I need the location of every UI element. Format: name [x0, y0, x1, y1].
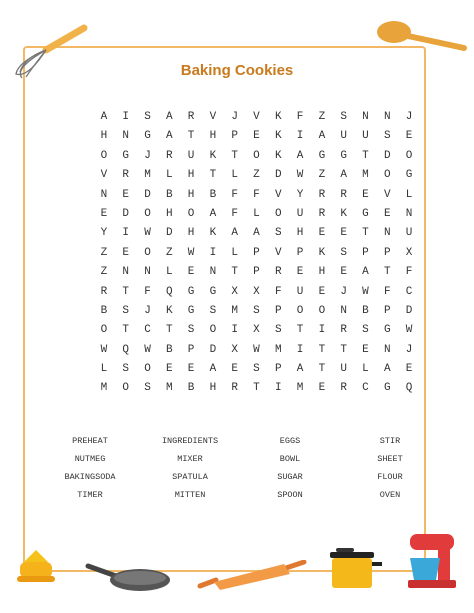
- letter-grid: [93, 108, 420, 399]
- grid-cell[interactable]: W: [362, 285, 369, 298]
- grid-cell[interactable]: P: [253, 246, 260, 259]
- grid-cell[interactable]: G: [187, 304, 195, 317]
- grid-cell[interactable]: M: [296, 382, 304, 395]
- grid-cell[interactable]: T: [253, 382, 260, 395]
- grid-cell[interactable]: V: [253, 111, 260, 123]
- grid-row: [93, 166, 420, 185]
- grid-cell[interactable]: O: [144, 246, 151, 259]
- grid-cell[interactable]: K: [209, 149, 217, 162]
- grid-cell[interactable]: O: [100, 149, 108, 162]
- grid-cell[interactable]: I: [122, 227, 129, 240]
- grid-cell[interactable]: O: [274, 207, 282, 220]
- grid-cell[interactable]: I: [274, 382, 282, 395]
- grid-cell[interactable]: M: [165, 382, 173, 395]
- grid-cell[interactable]: L: [231, 246, 238, 259]
- grid-cell[interactable]: T: [362, 149, 369, 162]
- juicer-icon: [14, 548, 58, 588]
- grid-cell[interactable]: G: [144, 130, 151, 143]
- grid-cell[interactable]: T: [296, 324, 304, 337]
- grid-cell[interactable]: O: [318, 304, 326, 317]
- grid-cell[interactable]: X: [405, 246, 413, 259]
- grid-cell[interactable]: L: [253, 207, 260, 220]
- grid-cell[interactable]: E: [405, 130, 413, 143]
- grid-cell[interactable]: S: [383, 130, 391, 143]
- grid-cell[interactable]: A: [296, 363, 304, 376]
- grid-row: [93, 205, 420, 224]
- grid-cell[interactable]: V: [100, 169, 108, 182]
- word-list-item: OVEN: [379, 490, 401, 500]
- page-title: Baking Cookies: [180, 62, 294, 79]
- grid-cell[interactable]: U: [296, 285, 304, 298]
- grid-cell[interactable]: E: [340, 266, 347, 279]
- grid-cell[interactable]: E: [383, 207, 391, 220]
- grid-cell[interactable]: E: [253, 130, 260, 143]
- grid-row: [93, 186, 420, 205]
- grid-cell[interactable]: F: [253, 188, 260, 201]
- grid-cell[interactable]: F: [405, 266, 413, 279]
- grid-cell[interactable]: F: [231, 188, 238, 201]
- grid-cell[interactable]: N: [100, 188, 108, 201]
- grid-cell[interactable]: L: [231, 169, 238, 182]
- grid-cell[interactable]: R: [100, 285, 108, 298]
- grid-cell[interactable]: T: [122, 324, 129, 337]
- grid-cell[interactable]: Q: [405, 382, 413, 395]
- grid-row: [93, 147, 420, 166]
- grid-cell[interactable]: E: [100, 207, 108, 220]
- grid-cell[interactable]: U: [362, 130, 369, 143]
- word-list: [40, 436, 440, 500]
- frying-pan-icon: [84, 558, 174, 594]
- grid-cell[interactable]: O: [144, 207, 151, 220]
- grid-cell[interactable]: E: [122, 188, 129, 201]
- grid-cell[interactable]: F: [296, 111, 304, 123]
- grid-cell[interactable]: T: [187, 130, 195, 143]
- grid-cell[interactable]: J: [144, 304, 151, 317]
- grid-cell[interactable]: I: [209, 246, 217, 259]
- grid-cell[interactable]: N: [340, 304, 347, 317]
- grid-cell[interactable]: G: [383, 382, 391, 395]
- grid-cell[interactable]: W: [144, 343, 151, 356]
- grid-cell[interactable]: A: [231, 227, 238, 240]
- grid-cell[interactable]: C: [362, 382, 369, 395]
- grid-cell[interactable]: U: [340, 363, 347, 376]
- grid-cell[interactable]: R: [340, 382, 347, 395]
- grid-cell[interactable]: Z: [165, 246, 173, 259]
- grid-cell[interactable]: I: [318, 324, 326, 337]
- grid-cell[interactable]: T: [165, 324, 173, 337]
- grid-cell[interactable]: S: [144, 382, 151, 395]
- grid-cell[interactable]: S: [340, 246, 347, 259]
- grid-cell[interactable]: K: [318, 246, 326, 259]
- grid-cell[interactable]: E: [122, 246, 129, 259]
- grid-row: [93, 224, 420, 243]
- grid-cell[interactable]: P: [187, 343, 195, 356]
- grid-cell[interactable]: O: [100, 324, 108, 337]
- word-list-item: NUTMEG: [74, 454, 106, 464]
- grid-cell[interactable]: B: [165, 343, 173, 356]
- word-list-item: BOWL: [279, 454, 301, 464]
- grid-cell[interactable]: T: [362, 227, 369, 240]
- word-list-item: SPATULA: [172, 472, 208, 482]
- word-list-item: FLOUR: [377, 472, 403, 482]
- grid-row: [93, 379, 420, 398]
- grid-cell[interactable]: C: [144, 324, 151, 337]
- grid-cell[interactable]: P: [253, 266, 260, 279]
- grid-cell[interactable]: O: [122, 382, 129, 395]
- grid-cell[interactable]: S: [187, 324, 195, 337]
- grid-cell[interactable]: E: [362, 343, 369, 356]
- grid-row: [93, 360, 420, 379]
- grid-cell[interactable]: R: [165, 149, 173, 162]
- stand-mixer-icon: [404, 530, 460, 592]
- grid-cell[interactable]: L: [405, 188, 413, 201]
- grid-cell[interactable]: N: [383, 343, 391, 356]
- grid-cell[interactable]: H: [187, 188, 195, 201]
- word-list-item: STIR: [379, 436, 401, 446]
- grid-cell[interactable]: A: [362, 266, 369, 279]
- grid-cell[interactable]: H: [209, 130, 217, 143]
- grid-cell[interactable]: T: [231, 266, 238, 279]
- grid-cell[interactable]: Q: [165, 285, 173, 298]
- grid-row: [93, 302, 420, 321]
- grid-cell[interactable]: T: [318, 343, 326, 356]
- grid-cell[interactable]: U: [340, 130, 347, 143]
- grid-cell[interactable]: G: [318, 149, 326, 162]
- grid-row: [93, 321, 420, 340]
- grid-cell[interactable]: L: [165, 169, 173, 182]
- grid-cell[interactable]: S: [274, 324, 282, 337]
- grid-cell[interactable]: A: [383, 363, 391, 376]
- grid-cell[interactable]: J: [405, 343, 413, 356]
- saucepan-icon: [326, 546, 384, 592]
- grid-cell[interactable]: B: [165, 188, 173, 201]
- grid-cell[interactable]: F: [231, 207, 238, 220]
- grid-cell[interactable]: X: [253, 324, 260, 337]
- grid-cell[interactable]: P: [274, 304, 282, 317]
- grid-cell[interactable]: Z: [100, 246, 108, 259]
- grid-cell[interactable]: H: [187, 227, 195, 240]
- word-list-item: MITTEN: [174, 490, 206, 500]
- grid-cell[interactable]: S: [253, 363, 260, 376]
- grid-cell[interactable]: A: [318, 130, 326, 143]
- grid-cell[interactable]: K: [274, 130, 282, 143]
- grid-cell[interactable]: K: [274, 111, 282, 123]
- grid-cell[interactable]: V: [274, 188, 282, 201]
- grid-cell[interactable]: E: [165, 363, 173, 376]
- word-list-item: SHEET: [377, 454, 403, 464]
- grid-cell[interactable]: M: [100, 382, 108, 395]
- grid-cell[interactable]: N: [122, 130, 129, 143]
- grid-cell[interactable]: L: [362, 363, 369, 376]
- grid-cell[interactable]: G: [362, 207, 369, 220]
- grid-cell[interactable]: D: [144, 188, 151, 201]
- grid-cell[interactable]: Y: [100, 227, 108, 240]
- grid-cell[interactable]: S: [340, 111, 347, 123]
- grid-cell[interactable]: B: [187, 382, 195, 395]
- grid-row: [93, 263, 420, 282]
- grid-cell[interactable]: H: [318, 266, 326, 279]
- grid-cell[interactable]: Q: [122, 343, 129, 356]
- grid-cell[interactable]: D: [165, 227, 173, 240]
- grid-cell[interactable]: J: [340, 285, 347, 298]
- grid-cell[interactable]: P: [296, 246, 304, 259]
- grid-cell[interactable]: S: [209, 304, 217, 317]
- grid-cell[interactable]: Y: [296, 188, 304, 201]
- grid-cell[interactable]: E: [318, 227, 326, 240]
- grid-cell[interactable]: J: [405, 111, 413, 123]
- grid-cell[interactable]: D: [274, 169, 282, 182]
- grid-cell[interactable]: L: [165, 266, 173, 279]
- grid-cell[interactable]: H: [165, 207, 173, 220]
- grid-cell[interactable]: K: [209, 227, 217, 240]
- grid-cell[interactable]: M: [274, 343, 282, 356]
- grid-cell[interactable]: K: [165, 304, 173, 317]
- grid-cell[interactable]: D: [405, 304, 413, 317]
- word-list-item: SPOON: [277, 490, 303, 500]
- grid-cell[interactable]: J: [231, 111, 238, 123]
- grid-cell[interactable]: E: [187, 363, 195, 376]
- grid-cell[interactable]: G: [383, 324, 391, 337]
- grid-cell[interactable]: B: [362, 304, 369, 317]
- grid-cell[interactable]: R: [122, 169, 129, 182]
- grid-cell[interactable]: A: [165, 111, 173, 123]
- grid-cell[interactable]: P: [383, 304, 391, 317]
- grid-cell[interactable]: R: [318, 207, 326, 220]
- grid-cell[interactable]: H: [100, 130, 108, 143]
- grid-cell[interactable]: E: [405, 363, 413, 376]
- grid-row: [93, 341, 420, 360]
- grid-cell[interactable]: V: [209, 111, 217, 123]
- grid-cell[interactable]: T: [340, 343, 347, 356]
- grid-cell[interactable]: S: [253, 304, 260, 317]
- grid-row: [93, 283, 420, 302]
- grid-cell[interactable]: C: [405, 285, 413, 298]
- grid-cell[interactable]: E: [296, 266, 304, 279]
- grid-cell[interactable]: N: [383, 111, 391, 123]
- grid-cell[interactable]: A: [209, 363, 217, 376]
- grid-cell[interactable]: O: [187, 207, 195, 220]
- grid-cell[interactable]: I: [296, 343, 304, 356]
- grid-cell[interactable]: M: [362, 169, 369, 182]
- grid-cell[interactable]: Z: [100, 266, 108, 279]
- grid-cell[interactable]: O: [144, 363, 151, 376]
- grid-cell[interactable]: H: [209, 382, 217, 395]
- grid-row: [93, 108, 420, 127]
- word-list-item: INGREDIENTS: [161, 436, 219, 446]
- grid-cell[interactable]: E: [318, 285, 326, 298]
- grid-cell[interactable]: R: [274, 266, 282, 279]
- grid-cell[interactable]: A: [340, 169, 347, 182]
- grid-cell[interactable]: S: [122, 304, 129, 317]
- grid-cell[interactable]: H: [187, 169, 195, 182]
- grid-cell[interactable]: M: [231, 304, 238, 317]
- grid-cell[interactable]: W: [296, 169, 304, 182]
- grid-cell[interactable]: O: [253, 149, 260, 162]
- grid-cell[interactable]: G: [405, 169, 413, 182]
- grid-row: [93, 127, 420, 146]
- grid-cell[interactable]: W: [100, 343, 108, 356]
- grid-cell[interactable]: S: [122, 363, 129, 376]
- word-list-item: TIMER: [77, 490, 103, 500]
- grid-cell[interactable]: T: [318, 363, 326, 376]
- grid-cell[interactable]: S: [144, 111, 151, 123]
- grid-cell[interactable]: M: [144, 169, 151, 182]
- grid-cell[interactable]: A: [253, 227, 260, 240]
- grid-cell[interactable]: T: [122, 285, 129, 298]
- grid-cell[interactable]: W: [253, 343, 260, 356]
- grid-cell[interactable]: G: [122, 149, 129, 162]
- grid-cell[interactable]: S: [274, 227, 282, 240]
- grid-cell[interactable]: G: [187, 285, 195, 298]
- grid-cell[interactable]: W: [405, 324, 413, 337]
- grid-cell[interactable]: O: [405, 149, 413, 162]
- grid-cell[interactable]: O: [209, 324, 217, 337]
- grid-cell[interactable]: E: [318, 382, 326, 395]
- grid-cell[interactable]: U: [405, 227, 413, 240]
- grid-cell[interactable]: H: [296, 227, 304, 240]
- grid-cell[interactable]: F: [144, 285, 151, 298]
- grid-cell[interactable]: G: [340, 149, 347, 162]
- grid-cell[interactable]: P: [274, 363, 282, 376]
- grid-cell[interactable]: U: [296, 207, 304, 220]
- grid-cell[interactable]: W: [144, 227, 151, 240]
- grid-cell[interactable]: X: [231, 343, 238, 356]
- grid-cell[interactable]: B: [209, 188, 217, 201]
- grid-cell[interactable]: S: [362, 324, 369, 337]
- rolling-pin-icon: [196, 560, 310, 590]
- grid-cell[interactable]: R: [340, 188, 347, 201]
- grid-cell[interactable]: E: [362, 188, 369, 201]
- grid-cell[interactable]: N: [209, 266, 217, 279]
- word-list-item: BAKINGSODA: [64, 472, 116, 482]
- grid-cell[interactable]: E: [340, 227, 347, 240]
- grid-cell[interactable]: I: [296, 130, 304, 143]
- grid-cell[interactable]: P: [362, 246, 369, 259]
- grid-cell[interactable]: N: [405, 207, 413, 220]
- grid-cell[interactable]: T: [209, 169, 217, 182]
- grid-cell[interactable]: G: [209, 285, 217, 298]
- grid-cell[interactable]: R: [340, 324, 347, 337]
- grid-cell[interactable]: P: [383, 246, 391, 259]
- grid-cell[interactable]: A: [100, 111, 108, 123]
- grid-cell[interactable]: N: [383, 227, 391, 240]
- grid-cell[interactable]: W: [187, 246, 195, 259]
- grid-cell[interactable]: T: [383, 266, 391, 279]
- grid-cell[interactable]: N: [144, 266, 151, 279]
- grid-cell[interactable]: D: [383, 149, 391, 162]
- grid-cell[interactable]: D: [122, 207, 129, 220]
- word-list-item: EGGS: [279, 436, 301, 446]
- grid-cell[interactable]: N: [362, 111, 369, 123]
- grid-cell[interactable]: I: [231, 324, 238, 337]
- word-list-item: SUGAR: [277, 472, 303, 482]
- grid-cell[interactable]: Z: [318, 111, 326, 123]
- grid-cell[interactable]: I: [122, 111, 129, 123]
- grid-row: [93, 244, 420, 263]
- grid-cell[interactable]: U: [187, 149, 195, 162]
- grid-cell[interactable]: F: [383, 285, 391, 298]
- grid-cell[interactable]: P: [231, 130, 238, 143]
- grid-cell[interactable]: E: [231, 363, 238, 376]
- grid-cell[interactable]: E: [187, 266, 195, 279]
- grid-cell[interactable]: L: [100, 363, 108, 376]
- grid-cell[interactable]: R: [187, 111, 195, 123]
- grid-cell[interactable]: N: [122, 266, 129, 279]
- grid-cell[interactable]: R: [318, 188, 326, 201]
- grid-cell[interactable]: B: [100, 304, 108, 317]
- grid-cell[interactable]: T: [231, 149, 238, 162]
- grid-cell[interactable]: A: [296, 149, 304, 162]
- grid-cell[interactable]: D: [209, 343, 217, 356]
- grid-cell[interactable]: F: [274, 285, 282, 298]
- grid-cell[interactable]: X: [253, 285, 260, 298]
- word-list-item: MIXER: [177, 454, 203, 464]
- grid-cell[interactable]: J: [144, 149, 151, 162]
- grid-cell[interactable]: A: [165, 130, 173, 143]
- grid-cell[interactable]: K: [274, 149, 282, 162]
- grid-cell[interactable]: Z: [253, 169, 260, 182]
- grid-cell[interactable]: V: [274, 246, 282, 259]
- grid-cell[interactable]: X: [231, 285, 238, 298]
- grid-cell[interactable]: V: [383, 188, 391, 201]
- grid-cell[interactable]: A: [209, 207, 217, 220]
- wooden-spoon-icon: [372, 16, 468, 56]
- grid-cell[interactable]: O: [296, 304, 304, 317]
- grid-cell[interactable]: Z: [318, 169, 326, 182]
- grid-cell[interactable]: O: [383, 169, 391, 182]
- grid-cell[interactable]: R: [231, 382, 238, 395]
- word-list-item: PREHEAT: [72, 436, 108, 446]
- grid-cell[interactable]: K: [340, 207, 347, 220]
